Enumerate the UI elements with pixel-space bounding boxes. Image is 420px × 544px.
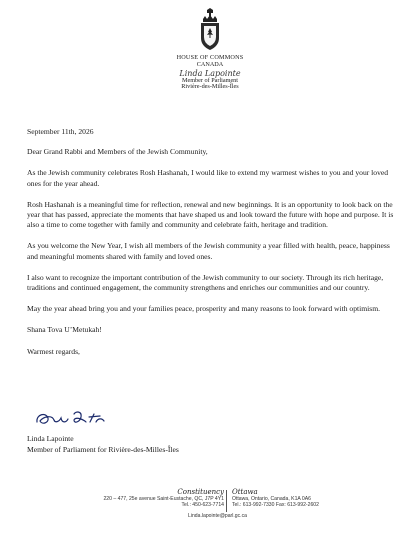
constituency-address: 220 – 477, 25e avenue Saint-Eustache, QC, J7P 4Y1 (103, 496, 224, 502)
riding-name: Rivière-des-Milles-Îles (181, 83, 239, 91)
mp-name-script: Linda Lapointe (179, 68, 241, 78)
country-label: CANADA (196, 60, 224, 68)
constituency-phone: Tel.: 450-623-7714 (181, 502, 224, 509)
house-of-commons-crest-icon (195, 8, 225, 52)
house-of-commons-label: HOUSE OF COMMONS (176, 54, 244, 61)
closing: Warmest regards, (27, 346, 80, 356)
paragraph-6: Shana Tova U’Metukah! (27, 325, 102, 335)
letter-date: September 11th, 2026 (27, 127, 94, 136)
paragraph-3: As you welcome the New Year, I wish all members of the Jewish community a year filled with health, peace, happiness and meaningful moments shared with family and loved ones. (27, 241, 390, 261)
ottawa-address: Ottawa, Ontario, Canada, K1A 0A6 (232, 496, 312, 502)
footer-divider (226, 490, 227, 512)
mp-title: Member of Parliament (181, 76, 238, 84)
letterhead (0, 8, 420, 91)
paragraph-4: I also want to recognize the important contribution of the Jewish community to our society. Through its rich heritage, traditions and continued engagement, the community strengthens and enriches our communities and our country. (27, 272, 384, 293)
email-address[interactable]: Linda.lapointe@parl.gc.ca (188, 513, 247, 519)
ottawa-phone: Tel.: 613-992-7330 Fax: 613-992-2602 (232, 502, 319, 509)
paragraph-1: As the Jewish community celebrates Rosh Hashanah, I would like to extend my warmest wishes to you and your loved ones for the year ahead. (27, 168, 389, 188)
constituency-heading: Constituency (177, 488, 224, 496)
signer-title: Member of Parliament for Rivière-des-Milles-Îles (27, 445, 179, 454)
letter-body (27, 127, 399, 368)
paragraph-2: Rosh Hashanah is a meaningful time for reflection, renewal and new beginnings. It is an opportunity to look back on the year that has passed, appreciate the moments that have shaped us and look toward the future with hope and purpose. It is also a time to come together with family and community and celebrate faith, heritage and tradition. (27, 199, 394, 230)
handwritten-signature (34, 408, 114, 430)
signer-name: Linda Lapointe (27, 434, 74, 443)
constituency-office (103, 488, 224, 509)
ottawa-office (232, 488, 319, 509)
ottawa-heading: Ottawa (232, 488, 258, 496)
salutation: Dear Grand Rabbi and Members of the Jewish Community, (27, 147, 208, 157)
paragraph-5: May the year ahead bring you and your families peace, prosperity and many reasons to look forward with optimism. (27, 304, 381, 314)
